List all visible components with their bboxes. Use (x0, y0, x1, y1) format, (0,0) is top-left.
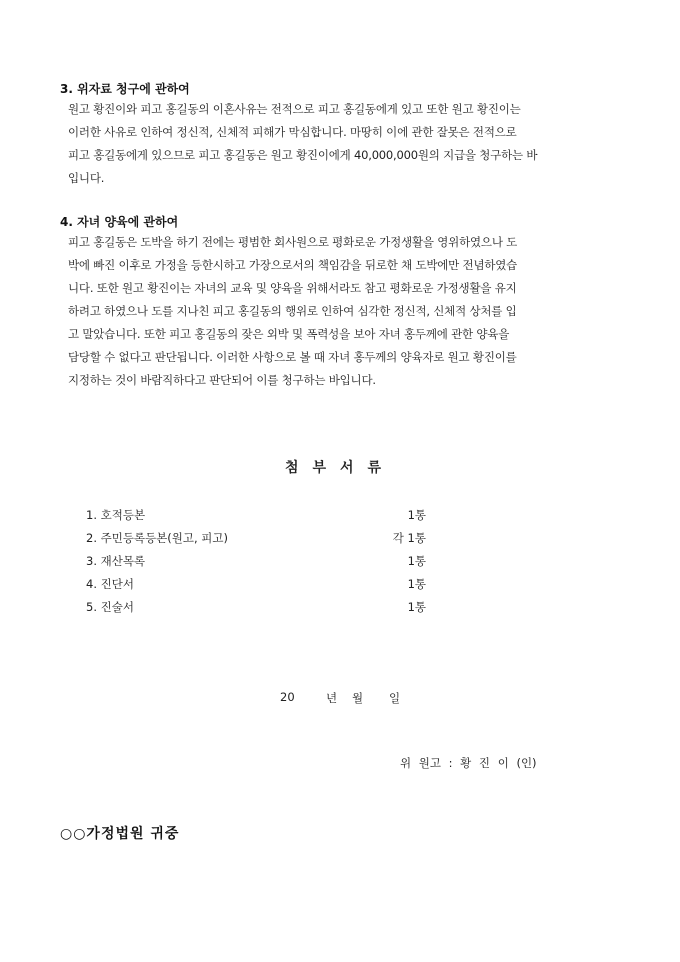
section4-heading: 4. 자녀 양육에 관하여 (60, 215, 179, 229)
attachment-count: 1통 (407, 554, 426, 568)
attachment-name: 2. 주민등록등본(원고, 피고) (86, 531, 229, 545)
attachment-item (86, 599, 426, 619)
attachment-count: 1통 (407, 600, 426, 614)
section3-heading: 3. 위자료 청구에 관하여 (60, 82, 190, 96)
section3-line: 입니다. (68, 171, 105, 185)
attachment-name: 5. 진술서 (86, 600, 134, 614)
section3-line: 피고 홍길동에게 있으므로 피고 홍길동은 원고 황진이에게 40,000,000원의 지급을 청구하는 바 (68, 148, 538, 162)
attachment-count: 각 1통 (392, 531, 426, 545)
date-day-label: 일 (389, 691, 401, 705)
section4-line: 지정하는 것이 바람직하다고 판단되어 이를 청구하는 바입니다. (68, 373, 376, 387)
section4-line: 고 말았습니다. 또한 피고 홍길동의 잦은 외박 및 폭력성을 보아 자녀 홍두께에 관한 양육을 (68, 327, 510, 341)
attachment-name: 1. 호적등본 (86, 508, 146, 522)
attachment-item (86, 507, 426, 527)
date-year: 20 (280, 690, 295, 704)
section4-line: 니다. 또한 원고 황진이는 자녀의 교육 및 양육을 위해서라도 참고 평화로운 가정생활을 유지 (68, 281, 517, 295)
section4-line: 박에 빠진 이후로 가정을 등한시하고 가장으로서의 책임감을 뒤로한 채 도박에만 전념하였습 (68, 258, 518, 272)
date-year-label: 년 (326, 691, 338, 705)
date-month-label: 월 (352, 691, 364, 705)
attachment-name: 4. 진단서 (86, 577, 134, 591)
section3-line: 원고 황진이와 피고 홍길동의 이혼사유는 전적으로 피고 홍길동에게 있고 또한 원고 황진이는 (68, 102, 521, 116)
attachment-name: 3. 재산목록 (86, 554, 146, 568)
court-addressee: ○○가정법원 귀중 (60, 826, 180, 842)
plaintiff-signature: 위 원고 : 황 진 이 (인) (400, 756, 537, 770)
section4-line: 담당할 수 없다고 판단됩니다. 이러한 사항으로 볼 때 자녀 홍두께의 양육자로 원고 황진이를 (68, 350, 517, 364)
attachments-title: 첨부서류 (284, 460, 396, 476)
section4-body (68, 231, 623, 392)
section3-line: 이러한 사유로 인하여 정신적, 신체적 피해가 막심합니다. 마땅히 이에 관한 잘못은 전적으로 (68, 125, 517, 139)
attachment-count: 1통 (407, 508, 426, 522)
section4-line: 하려고 하였으나 도를 지나친 피고 홍길동의 행위로 인하여 심각한 정신적, 신체적 상처를 입 (68, 304, 517, 318)
section4-line: 피고 홍길동은 도박을 하기 전에는 평범한 회사원으로 평화로운 가정생활을 영위하였으나 도 (68, 235, 518, 249)
attachment-item (86, 530, 426, 550)
attachment-count: 1통 (407, 577, 426, 591)
attachment-item (86, 576, 426, 596)
attachment-item (86, 553, 426, 573)
section3-body (68, 98, 623, 190)
